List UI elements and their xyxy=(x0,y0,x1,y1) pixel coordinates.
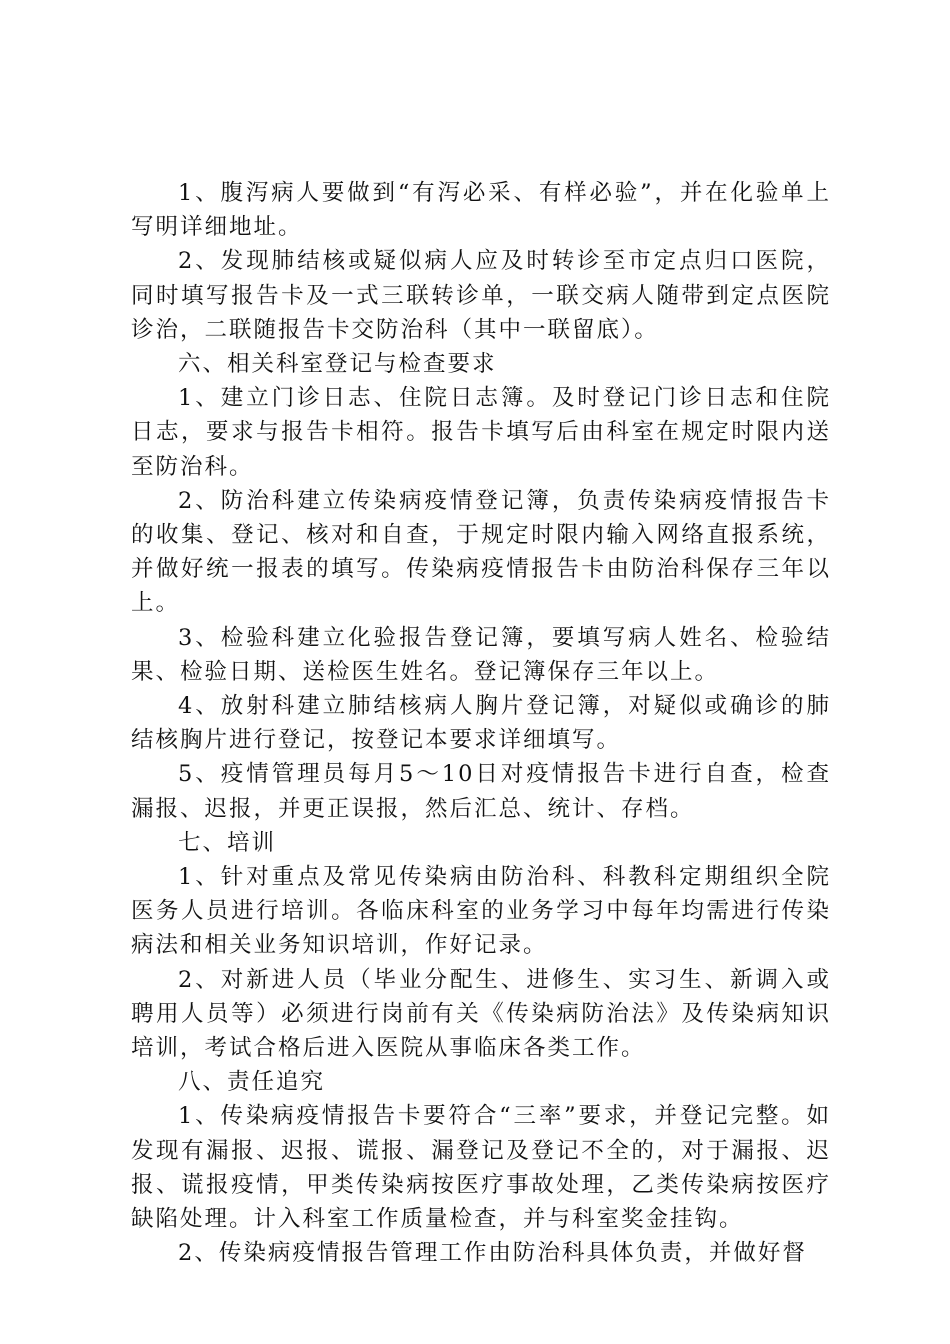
section-heading-7: 七、培训 xyxy=(178,829,277,856)
paragraph-monthly-selfcheck: 5、疫情管理员每月5～10日对疫情报告卡进行自查，检查漏报、迟报，并更正误报，然后汇总、统计、存档。 xyxy=(131,761,831,822)
paragraph-report-card-requirements: 1、传染病疫情报告卡要符合“三率”要求，并登记完整。如发现有漏报、迟报、谎报、漏登记及登记不全的，对于漏报、迟报、谎报疫情，甲类传染病按医疗事故处理，乙类传染病按医疗缺陷处理。计入科室工作质量检查，并与科室奖金挂钩。 xyxy=(131,1103,831,1233)
paragraph-new-staff-training: 2、对新进人员（毕业分配生、进修生、实习生、新调入或聘用人员等）必须进行岗前有关《传染病防治法》及传染病知识培训，考试合格后进入医院从事临床各类工作。 xyxy=(131,966,831,1062)
section-heading-6: 六、相关科室登记与检查要求 xyxy=(178,351,497,378)
section-heading-8: 八、责任追究 xyxy=(178,1069,326,1096)
paragraph-lab-register: 3、检验科建立化验报告登记簿，要填写病人姓名、检验结果、检验日期、送检医生姓名。登记簿保存三年以上。 xyxy=(131,624,831,685)
paragraph-tb-referral: 2、发现肺结核或疑似病人应及时转诊至市定点归口医院，同时填写报告卡及一式三联转诊单，一联交病人随带到定点医院诊治，二联随报告卡交防治科（其中一联留底）。 xyxy=(131,248,831,343)
paragraph-clinic-log: 1、建立门诊日志、住院日志簿。及时登记门诊日志和住院日志，要求与报告卡相符。报告卡填写后由科室在规定时限内送至防治科。 xyxy=(131,385,831,480)
paragraph-staff-training: 1、针对重点及常见传染病由防治科、科教科定期组织全院医务人员进行培训。各临床科室的业务学习中每年均需进行传染病法和相关业务知识培训，作好记录。 xyxy=(131,864,831,959)
document-page xyxy=(131,176,831,1271)
paragraph-epidemic-register: 2、防治科建立传染病疫情登记簿，负责传染病疫情报告卡的收集、登记、核对和自查，于规定时限内输入网络直报系统，并做好统一报表的填写。传染病疫情报告卡由防治科保存三年以上。 xyxy=(131,487,831,617)
paragraph-radiology-register: 4、放射科建立肺结核病人胸片登记簿，对疑似或确诊的肺结核胸片进行登记，按登记本要求详细填写。 xyxy=(131,693,831,754)
paragraph-management-responsibility: 2、传染病疫情报告管理工作由防治科具体负责，并做好督 xyxy=(178,1240,807,1267)
paragraph-diarrhea-sampling: 1、腹泻病人要做到“有泻必采、有样必验”，并在化验单上写明详细地址。 xyxy=(131,180,831,241)
